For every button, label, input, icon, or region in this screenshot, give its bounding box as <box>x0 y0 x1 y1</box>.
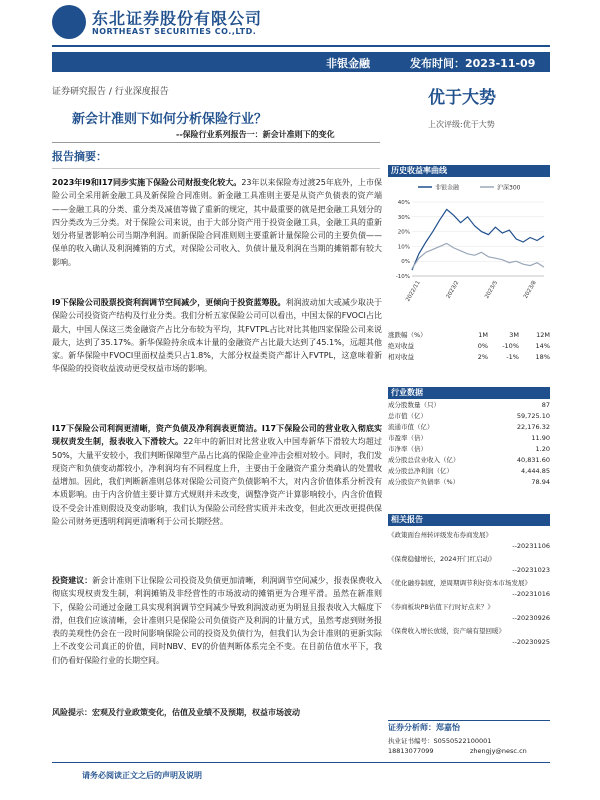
paragraph-3-lead: I17下保险公司利润更清晰，资产负债及净利润表更简洁。I17下保险公司的营业收入彻底实现权责发生制，报表收入下滑较大。 <box>52 424 382 447</box>
industry-label: 流通市值（亿） <box>388 423 434 431</box>
returns-row <box>388 341 550 352</box>
summary-label: 报告摘要： <box>52 150 107 163</box>
paragraph-2-text: 利润波动加大或减少取决于保险公司投资资产结构及行业分类。我们分析五家保险公司可以看出，中国太保的FVOCI占比最大，中国人保这三类金融资产占比分布较为平均，其FVTPL占比对比其他四家保险公司来说最大，达到了35.17%。新华保险持余成本计量的金融资产占比最大达到了45.1%，远超其他家。新华保险中FVOCI里面权益类只占1.8%，大部分权益类资产都计入FVTPL，这意味着新华保险的投资收益波动更受权益市场的影响。 <box>52 298 382 374</box>
industry-label: 成分股总净利润（亿） <box>388 467 453 475</box>
rating: 优于大势 <box>428 88 496 108</box>
related-report[interactable] <box>388 530 550 554</box>
footer-disclaimer: 请务必阅读正文之后的声明及说明 <box>82 771 202 780</box>
industry-value: 87 <box>541 401 550 409</box>
industry-label: 成分股总营业收入（亿） <box>388 456 460 464</box>
sector-label: 非银金融 <box>326 57 370 70</box>
related-report-date: --20230925 <box>512 638 550 646</box>
y-tick-label: 40% <box>397 200 410 206</box>
related-report-title[interactable]: 《优化融券制度，逆周期调节利好资本市场发展》 <box>388 579 531 587</box>
industry-row <box>388 444 550 455</box>
analyst-phone: 18813077099 <box>388 747 434 755</box>
footer-divider <box>52 762 550 763</box>
paragraph-1-lead: 2023年I9和I17同步实施下保险公司财报变化较大。 <box>52 178 242 187</box>
returns-header-cell: 3M <box>509 331 519 339</box>
related-report-date: --20231106 <box>512 542 550 550</box>
returns-cell: 18% <box>535 353 550 361</box>
industry-row <box>388 433 550 444</box>
analyst-email[interactable]: zhengjy@nesc.cn <box>470 747 527 755</box>
related-report-title[interactable]: 《保费收入增长放缓，资产端有望回暖》 <box>388 627 505 635</box>
industry-row <box>388 466 550 477</box>
company-name-en: NORTHEAST SECURITIES CO.,LTD. <box>92 27 257 36</box>
x-tick-label: 2023/2 <box>445 280 461 300</box>
paragraph-4 <box>52 574 382 667</box>
returns-chart-svg <box>388 178 550 318</box>
header-divider <box>52 45 550 47</box>
returns-cell: 14% <box>535 342 550 350</box>
returns-row <box>388 352 550 363</box>
returns-header-cell: 1M <box>478 331 488 339</box>
paragraph-1 <box>52 176 382 269</box>
related-report-date: --20231016 <box>512 590 550 598</box>
industry-label: 市盈率（倍） <box>388 434 427 442</box>
risk-note <box>52 706 382 719</box>
previous-rating: 上次评级:优于大势 <box>428 120 495 129</box>
industry-row <box>388 411 550 422</box>
x-tick-label: 2023/5 <box>484 280 500 300</box>
returns-header-row <box>388 330 550 341</box>
returns-cell: -10% <box>502 342 519 350</box>
analyst-divider <box>388 720 550 721</box>
industry-row <box>388 422 550 433</box>
industry-row <box>388 455 550 466</box>
y-tick-label: -10% <box>395 274 410 280</box>
industry-label: 市净率（倍） <box>388 445 427 453</box>
industry-row <box>388 400 550 411</box>
related-report-date: --20230926 <box>512 614 550 622</box>
risk-label: 风险提示： <box>52 708 92 717</box>
paragraph-2-lead: I9下保险公司股票投资利润调节空间减少，更倾向于投资蓝筹股。 <box>52 298 286 307</box>
related-report[interactable] <box>388 554 550 578</box>
returns-header-cell: 12M <box>536 331 550 339</box>
report-title: 新会计准则下如何分析保险行业？ <box>72 112 268 127</box>
related-section-header: 相关报告 <box>388 514 550 526</box>
industry-row <box>388 477 550 488</box>
publish-date: 发布时间：2023-11-09 <box>410 57 536 70</box>
returns-cell: -1% <box>506 353 519 361</box>
industry-value: 22,176.32 <box>516 423 550 431</box>
paragraph-4-text: 新会计准则下让保险公司投资及负债更加清晰，利润调节空间减少，报表保费收入彻底实现权责发生制，利润摊销及非经营性的市场波动的摊销更为合理平滑。虽然在新准则下，保险公司通过金融工具实现利润调节空间减少导致利润波动更为明显且报表收入大幅度下滑，但我们应该清晰，会计准则只是保险公司负债资产及利润的计量方式，虽然考虑到财务报表的美观性仍会在一段时间影响保险公司的投资及负债行为，但我们认为会计准则的更新实际上不改变公司真正的价值，同时NBV、EV的价值判断体系完全不变。在目前估值水平下，我们仍看好保险行业的长期空间。 <box>52 576 382 665</box>
report-subtitle: --保险行业系列报告一：新会计准则下的变化 <box>176 130 335 139</box>
x-tick-label: 2022/11 <box>405 280 422 303</box>
returns-cell: 相对收益 <box>388 353 414 361</box>
related-report[interactable] <box>388 626 550 650</box>
industry-value: 1.20 <box>535 445 550 453</box>
company-logo-icon <box>52 5 86 39</box>
analyst-name: 证券分析师：郑嘉怡 <box>388 723 460 732</box>
related-report[interactable] <box>388 602 550 626</box>
returns-header-cell: 涨跌幅（%） <box>388 331 427 339</box>
industry-value: 59,725.10 <box>516 412 550 420</box>
returns-chart <box>388 178 550 318</box>
paragraph-3-text: 22年中的新旧对比营业收入中国寿新华下滑较大均超过50%，大量平安较小，我们判断保障型产品占比高的保险企业冲击会相对较小。同时，我们发现资产和负债变动都较小，净利润均有不同程度上升，主要由于金融资产重分类确认的处置收益增加。因此，我们判断新准则总体对保险公司资产负债影响不大，对内含价值体系分析没有本质影响。由于内含价值主要计算方式规则并未改变，调整净资产计算影响较小，内含价值假设不受会计准则假设及变动影响，我们认为保险公司经营实质并未改变，但此次更改更提供保险公司财务更透明利润更清晰利于公司长期经营。 <box>52 437 383 527</box>
returns-cell: 2% <box>477 353 488 361</box>
chart-section-header: 历史收益率曲线 <box>388 165 550 177</box>
industry-label: 成分股数量（只） <box>388 401 440 409</box>
series-line <box>412 243 544 268</box>
y-tick-label: 30% <box>397 214 410 221</box>
risk-text: 宏观及行业政策变化，估值及业绩不及预期，权益市场波动 <box>92 708 300 717</box>
related-reports <box>388 530 550 650</box>
company-name: 东北证券股份有限公司 <box>92 9 263 28</box>
paragraph-4-lead: 投资建议： <box>52 576 93 585</box>
paragraph-1-text: 23年以来保险寿过渡25年底外，上市保险公司全采用新金融工具及新保险合同准则。新金融工具准则主要是从资产负债表的资产端——金融工具的分类、重分类及减值等做了重新的规定，其中最重要的就是把金融工具划分的四分类改为三分类。对于保险公司来说，由于大部分资产用于投资金融工具，金融工具的重新划分将显著影响公司当期净利润。而新保险合同准则则主要重新计量保险公司的主要负债——保单的收入确认及利润摊销的方式，对保险公司收入、负债计量及利润在当期的摊销都有较大影响。 <box>52 178 382 267</box>
industry-section-header: 行业数据 <box>388 387 550 399</box>
legend-label: 非银金融 <box>435 184 460 192</box>
industry-label: 成分股资产负债率（%） <box>388 478 460 486</box>
industry-value: 4,444.85 <box>521 467 550 475</box>
legend-label: 沪深300 <box>497 184 521 192</box>
returns-cell: 0% <box>477 342 488 350</box>
title-divider <box>52 142 380 143</box>
related-report-title[interactable]: 《券商板块PB估值下行时好点来？》 <box>388 603 494 611</box>
breadcrumb: 证券研究报告 / 行业深度报告 <box>52 87 169 97</box>
related-report[interactable] <box>388 578 550 602</box>
paragraph-2 <box>52 296 382 376</box>
analyst-license: 执业证书编号：S0550522100001 <box>388 737 492 745</box>
related-report-date: --20231023 <box>512 566 550 574</box>
x-tick-label: 2023/8 <box>522 280 538 300</box>
returns-table <box>388 330 550 363</box>
y-tick-label: 10% <box>397 244 410 251</box>
related-report-title[interactable]: 《政策面台州转评级发布券商发展》 <box>388 531 492 539</box>
y-tick-label: 0% <box>401 259 410 266</box>
paragraph-3 <box>52 422 382 528</box>
industry-label: 总市值（亿） <box>388 412 427 420</box>
related-report-title[interactable]: 《保费稳健增长，2024开门红启动》 <box>388 555 496 563</box>
industry-value: 40,831.60 <box>516 456 550 464</box>
industry-value: 78.94 <box>531 478 550 486</box>
industry-value: 11.90 <box>531 434 550 442</box>
returns-cell: 绝对收益 <box>388 342 414 350</box>
summary-divider <box>52 168 380 169</box>
y-tick-label: 20% <box>397 229 410 236</box>
industry-table <box>388 400 550 488</box>
